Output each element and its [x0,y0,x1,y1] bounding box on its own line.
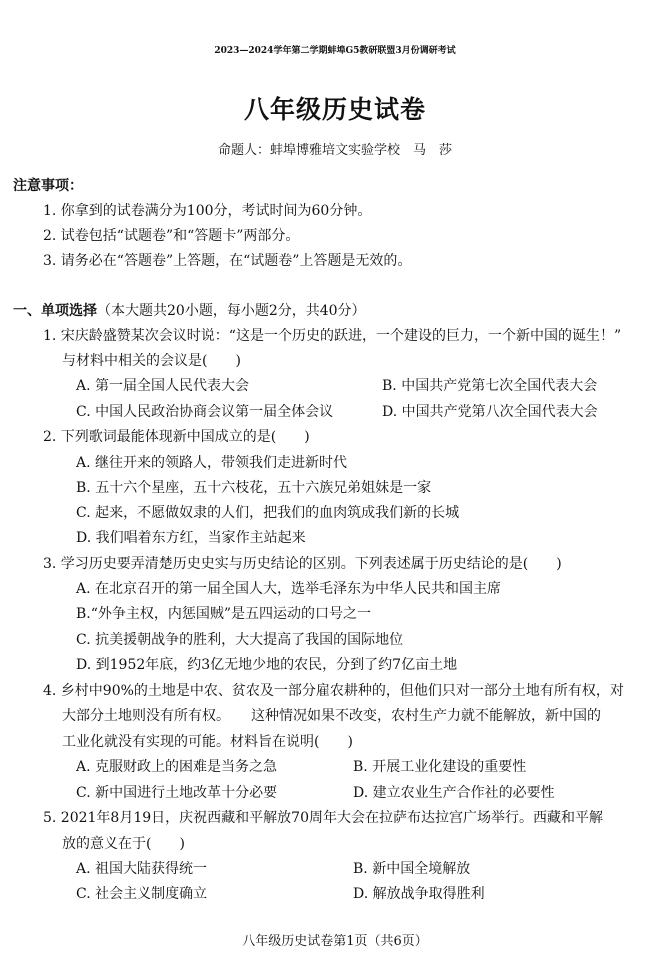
question-3-option-a: A. 在北京召开的第一届全国人大，选举毛泽东为中华人民共和国主席 [76,581,502,597]
question-3-stem: 3. 学习历史要弄清楚历史史实与历史结论的区别。下列表述属于历史结论的是( ) [43,556,562,572]
question-5-option-d: D. 解放战争取得胜利 [353,886,485,902]
question-2-option-c: C. 起来，不愿做奴隶的人们，把我们的血肉筑成我们新的长城 [76,505,460,521]
question-1-option-b: B. 中国共产党第七次全国代表大会 [382,378,598,394]
notice-item: 1. 你拿到的试卷满分为100分，考试时间为60分钟。 [43,203,372,219]
question-5-stem: 5. 2021年8月19日，庆祝西藏和平解放70周年大会在拉萨布达拉宫广场举行。西藏和平解 [43,810,603,826]
question-3-option-b: B.“外争主权，内惩国贼”是五四运动的口号之一 [76,606,372,622]
question-2-option-b: B. 五十六个星座，五十六枝花，五十六族兄弟姐妹是一家 [76,480,432,496]
question-1-option-d: D. 中国共产党第八次全国代表大会 [382,404,598,420]
notice-item: 3. 请务必在“答题卷”上答题，在“试题卷”上答题是无效的。 [43,253,412,269]
question-2-option-a: A. 继往开来的领路人，带领我们走进新时代 [76,455,348,471]
question-5-option-b: B. 新中国全境解放 [353,861,471,877]
question-1-option-a: A. 第一届全国人民代表大会 [76,378,250,394]
question-4-stem-cont: 大部分土地则没有所有权。 这种情况如果不改变，农村生产力就不能解放，新中国的 [62,708,601,724]
question-3-option-c: C. 抗美援朝战争的胜利，大大提高了我国的国际地位 [76,632,404,648]
question-4-option-b: B. 开展工业化建设的重要性 [353,759,527,775]
question-5-option-c: C. 社会主义制度确立 [76,886,208,902]
exam-title: 2023—2024学年第二学期蚌埠G5教研联盟3月份调研考试 [214,46,456,56]
question-5-option-a: A. 祖国大陆获得统一 [76,861,208,877]
question-4-option-d: D. 建立农业生产合作社的必要性 [353,785,555,801]
section-heading [13,300,366,320]
question-1-stem: 1. 宋庆龄盛赞某次会议时说：“这是一个历史的跃进，一个建设的巨力，一个新中国的诞生！” [43,328,622,344]
question-1-stem-cont: 与材料中相关的会议是( ) [62,353,241,369]
author-line: 命题人：蚌埠博雅培文实验学校 马 莎 [217,143,452,158]
notice-title: 注意事项： [13,178,83,194]
question-1-option-c: C. 中国人民政治协商会议第一届全体会议 [76,404,334,420]
page-footer: 八年级历史试卷第1页（共6页） [242,934,428,949]
subject-title: 八年级历史试卷 [243,95,426,124]
section-label: 一、单项选择 [13,303,97,319]
question-4-option-c: C. 新中国进行土地改革十分必要 [76,785,278,801]
question-4-stem: 4. 乡村中90%的土地是中农、贫农及一部分雇农耕种的，但他们只对一部分土地有所有权，对 [43,683,624,699]
question-2-stem: 2. 下列歌词最能体现新中国成立的是( ) [43,429,310,445]
section-description: （本大题共20小题，每小题2分，共40分） [97,303,366,319]
question-5-stem-cont: 放的意义在于( ) [62,836,185,852]
question-4-stem-cont: 工业化就没有实现的可能。材料旨在说明( ) [62,734,353,750]
question-4-option-a: A. 克服财政上的困难是当务之急 [76,759,278,775]
notice-item: 2. 试卷包括“试题卷”和“答题卡”两部分。 [43,228,300,244]
question-2-option-d: D. 我们唱着东方红，当家作主站起来 [76,530,306,546]
question-3-option-d: D. 到1952年底，约3亿无地少地的农民，分到了约7亿亩土地 [76,657,458,673]
